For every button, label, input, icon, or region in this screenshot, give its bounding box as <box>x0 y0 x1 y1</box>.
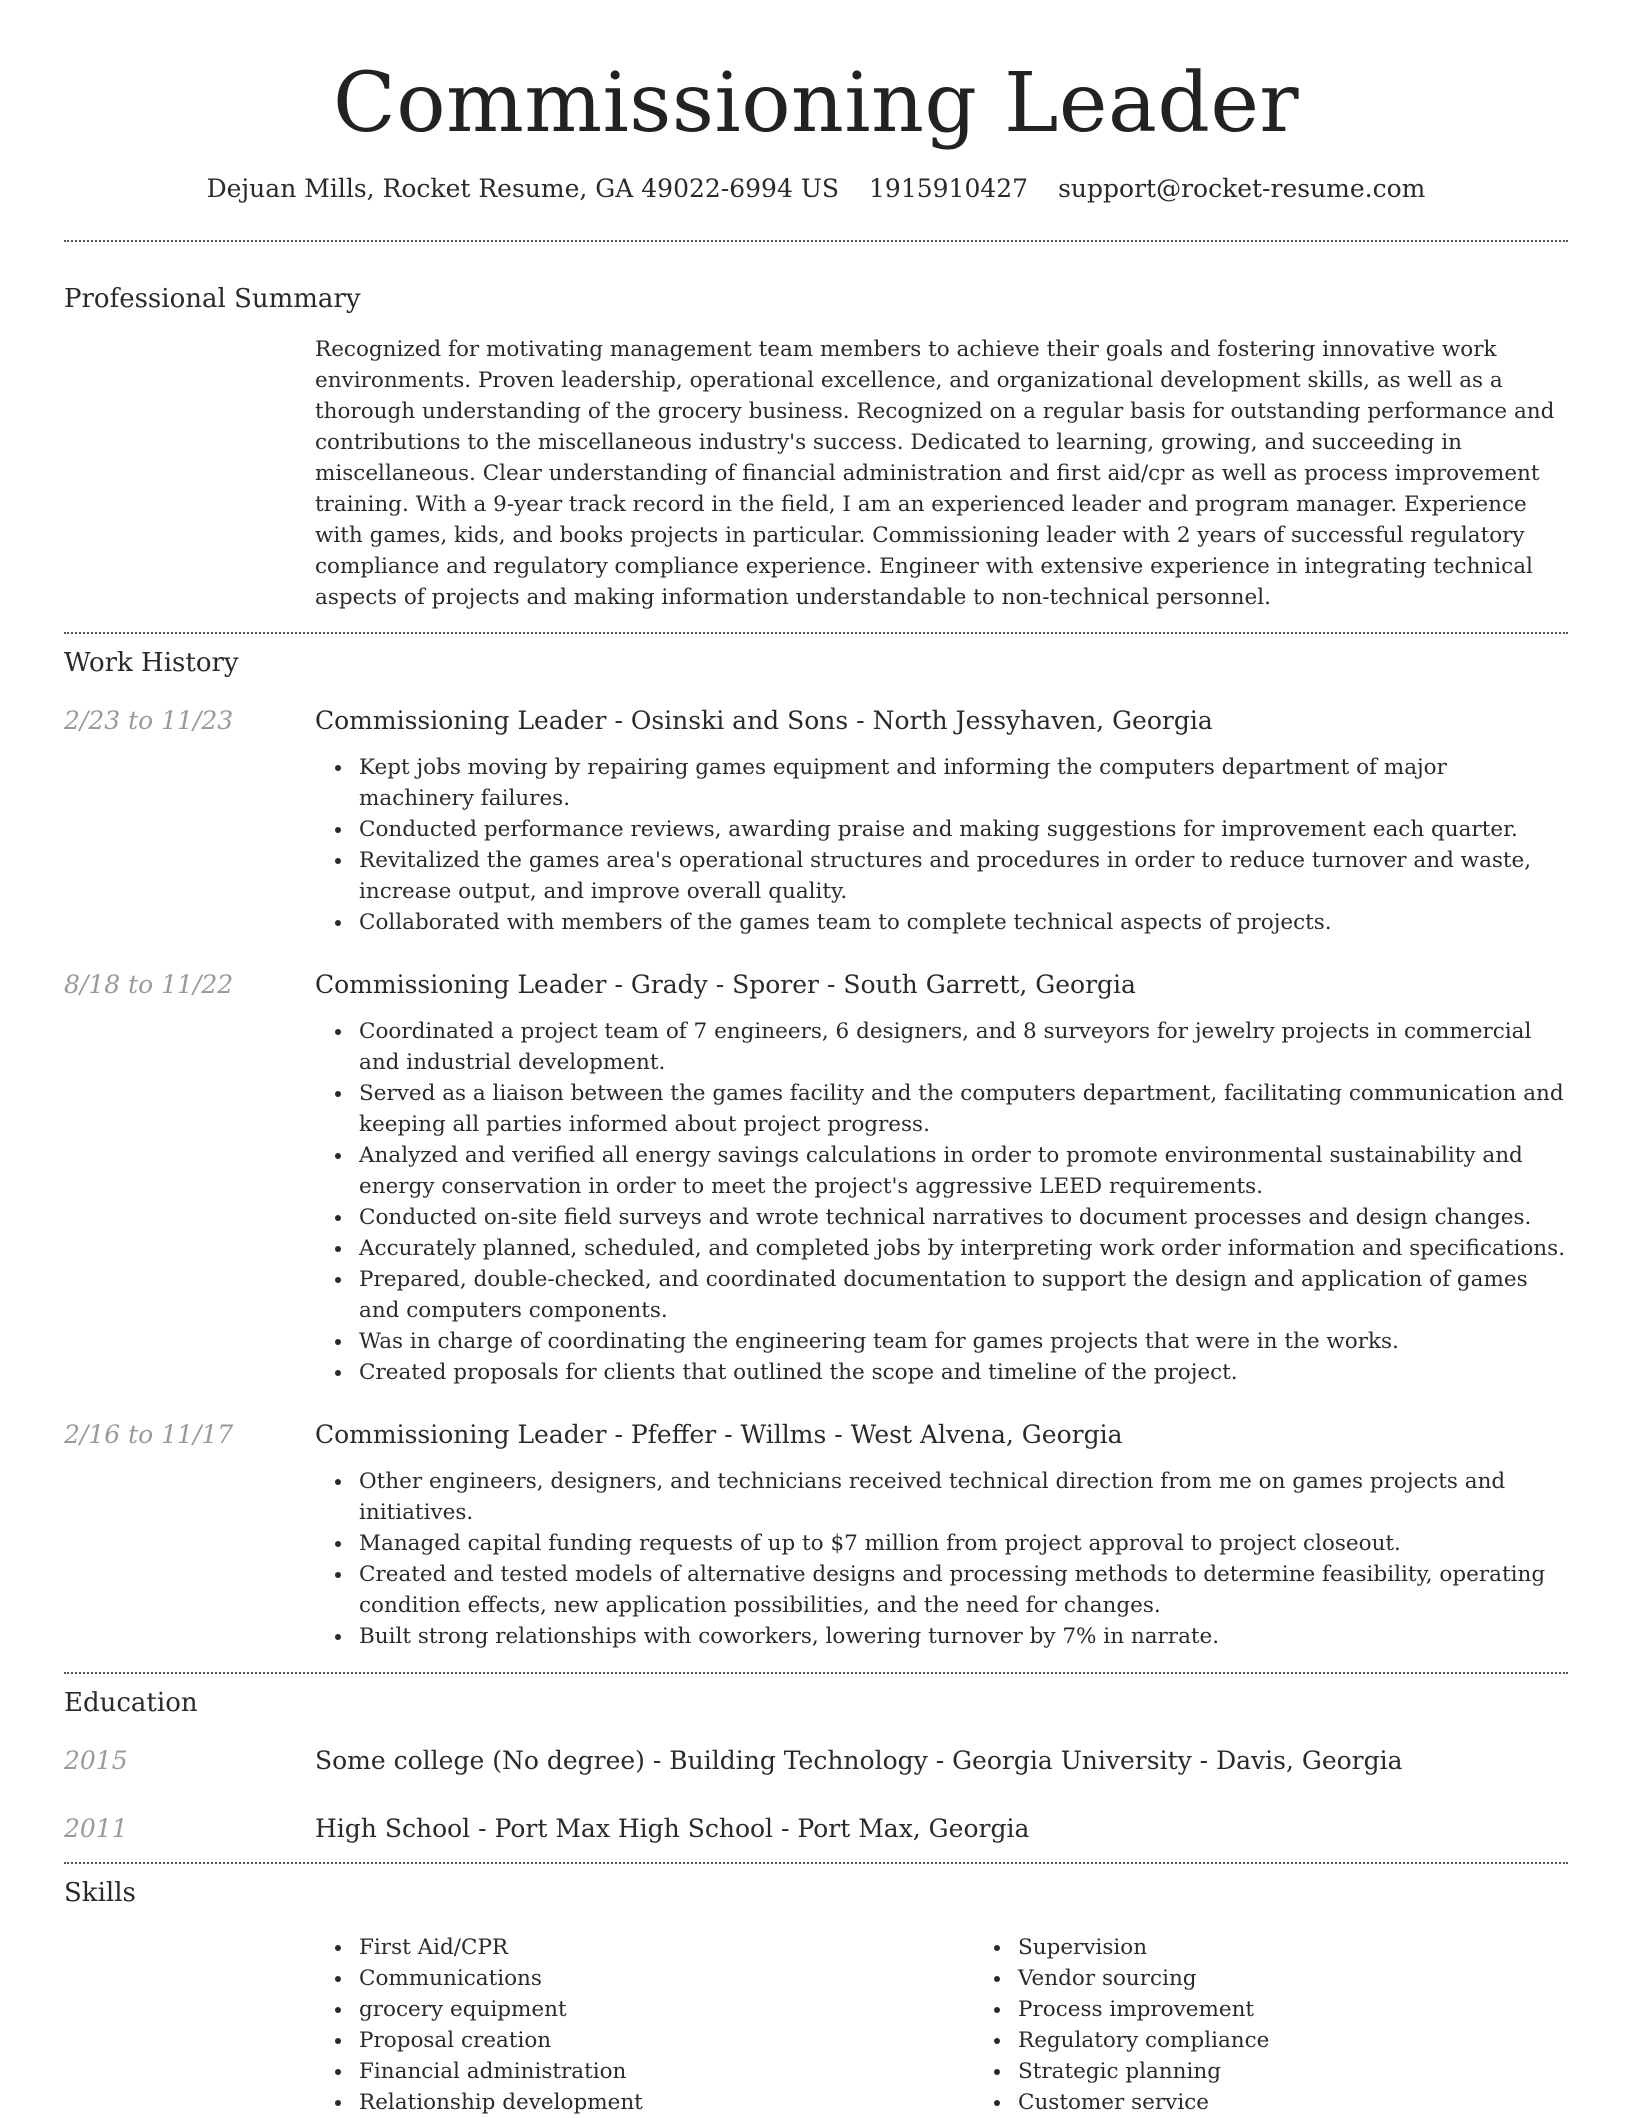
skill-item: Vendor sourcing <box>1018 1963 1632 1994</box>
skills-list-left <box>315 1932 974 2118</box>
job-bullets <box>315 1016 1568 1388</box>
job-bullet: Was in charge of coordinating the engineering team for games projects that were in the works. <box>359 1326 1568 1357</box>
job-entry <box>64 1418 1568 1652</box>
job-bullet: Analyzed and verified all energy savings calculations in order to promote environmental sustainability and energy conservation in order to meet the project's aggressive LEED requirements. <box>359 1140 1568 1202</box>
skill-item: Process improvement <box>1018 1994 1632 2025</box>
job-bullet: Other engineers, designers, and technicians received technical direction from me on games projects and initiatives. <box>359 1466 1568 1528</box>
summary-text: Recognized for motivating management team members to achieve their goals and fostering innovative work environments. Proven leadership, operational excellence, and organizational development skills, as well as a thorough understanding of the grocery business. Recognized on a regular basis for outstanding performance and contributions to the miscellaneous industry's success. Dedicated to learning, growing, and succeeding in miscellaneous. Clear understanding of financial administration and first aid/cpr as well as process improvement training. With a 9-year track record in the field, I am an experienced leader and program manager. Experience with games, kids, and books projects in particular. Commissioning leader with 2 years of successful regulatory compliance and regulatory compliance experience. Engineer with extensive experience in integrating technical aspects of projects and making information understandable to non-technical personnel. <box>315 337 1555 610</box>
job-dates: 2/16 to 11/17 <box>64 1420 234 1449</box>
job-bullet: Conducted on-site field surveys and wrote technical narratives to document processes and design changes. <box>359 1202 1568 1233</box>
job-bullet: Built strong relationships with coworkers, lowering turnover by 7% in narrate. <box>359 1621 1568 1652</box>
divider <box>64 240 1568 242</box>
job-bullet: Revitalized the games area's operational structures and procedures in order to reduce turnover and waste, increase output, and improve overall quality. <box>359 845 1568 907</box>
section-heading-work: Work History <box>64 648 239 678</box>
job-entry <box>64 968 1568 1388</box>
education-entry <box>64 1744 1568 1778</box>
skill-item: Financial administration <box>359 2056 974 2087</box>
job-bullet: Created proposals for clients that outlined the scope and timeline of the project. <box>359 1357 1568 1388</box>
skills-list-right <box>974 1932 1632 2118</box>
skills-left-spacer <box>64 1932 315 2118</box>
job-bullets <box>315 1466 1568 1652</box>
summary-row <box>64 334 1568 613</box>
job-bullet: Prepared, double-checked, and coordinated documentation to support the design and application of games and computers components. <box>359 1264 1568 1326</box>
education-year: 2011 <box>64 1814 128 1843</box>
contact-line <box>64 172 1568 206</box>
resume-page <box>64 0 1568 2118</box>
skill-item: Communications <box>359 1963 974 1994</box>
skill-item: First Aid/CPR <box>359 1932 974 1963</box>
job-bullet: Kept jobs moving by repairing games equipment and informing the computers department of major machinery failures. <box>359 752 1568 814</box>
skill-item: grocery equipment <box>359 1994 974 2025</box>
job-title: Commissioning Leader - Grady - Sporer - South Garrett, Georgia <box>315 970 1136 999</box>
job-bullet: Created and tested models of alternative designs and processing methods to determine feasibility, operating condition effects, new application possibilities, and the need for changes. <box>359 1559 1568 1621</box>
skill-item: Regulatory compliance <box>1018 2025 1632 2056</box>
contact-address: Dejuan Mills, Rocket Resume, GA 49022-6994 US <box>206 174 840 203</box>
job-dates: 2/23 to 11/23 <box>64 706 234 735</box>
skill-item: Supervision <box>1018 1932 1632 1963</box>
job-bullet: Collaborated with members of the games team to complete technical aspects of projects. <box>359 907 1568 938</box>
section-heading-summary: Professional Summary <box>64 284 361 314</box>
education-text: Some college (No degree) - Building Technology - Georgia University - Davis, Georgia <box>315 1746 1403 1775</box>
summary-left-spacer <box>64 334 315 613</box>
education-year: 2015 <box>64 1746 128 1775</box>
contact-email: support@rocket-resume.com <box>1058 174 1426 203</box>
resume-title: Commissioning Leader <box>332 56 1300 151</box>
divider <box>64 1862 1568 1864</box>
job-bullet: Coordinated a project team of 7 engineers, 6 designers, and 8 surveyors for jewelry projects in commercial and industrial development. <box>359 1016 1568 1078</box>
divider <box>64 632 1568 634</box>
job-dates: 8/18 to 11/22 <box>64 970 234 999</box>
job-title: Commissioning Leader - Pfeffer - Willms - West Alvena, Georgia <box>315 1420 1123 1449</box>
skills-row <box>64 1932 1568 2118</box>
section-heading-skills: Skills <box>64 1878 136 1908</box>
contact-phone: 1915910427 <box>869 174 1029 203</box>
skill-item: Relationship development <box>359 2087 974 2118</box>
skill-item: Strategic planning <box>1018 2056 1632 2087</box>
skill-item: Proposal creation <box>359 2025 974 2056</box>
job-bullet: Served as a liaison between the games facility and the computers department, facilitating communication and keeping all parties informed about project progress. <box>359 1078 1568 1140</box>
education-entry <box>64 1812 1568 1846</box>
section-heading-education: Education <box>64 1688 198 1718</box>
divider <box>64 1672 1568 1674</box>
job-bullet: Accurately planned, scheduled, and completed jobs by interpreting work order information and specifications. <box>359 1233 1568 1264</box>
education-text: High School - Port Max High School - Port Max, Georgia <box>315 1814 1030 1843</box>
job-bullets <box>315 752 1568 938</box>
job-bullet: Conducted performance reviews, awarding praise and making suggestions for improvement each quarter. <box>359 814 1568 845</box>
job-title: Commissioning Leader - Osinski and Sons - North Jessyhaven, Georgia <box>315 706 1213 735</box>
job-entry <box>64 704 1568 938</box>
skill-item: Customer service <box>1018 2087 1632 2118</box>
job-bullet: Managed capital funding requests of up to $7 million from project approval to project closeout. <box>359 1528 1568 1559</box>
